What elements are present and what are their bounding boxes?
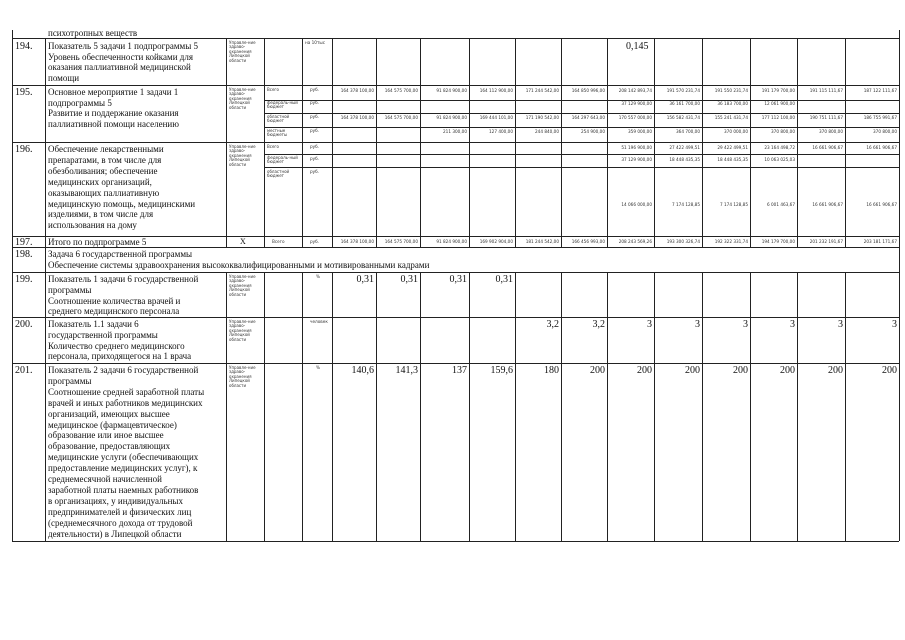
unit: % [316,274,320,279]
funding-value: 10 063 025,03 [764,157,795,162]
row-title: Показатель 2 задачи 6 государственной программы Соотношение средней заработной платы врачей и иных работников медицинских организаций, имеющих высшее медицинское (фармацевтическое) образование или иное высшее образование, предоставляющих медицинские услуги (обеспечивающих предоставление медицинских услуг), к среднемесячной начисленной заработной платы наемных работников в организациях, у индивидуальных предпринимателей и физических лиц (среднемесячного дохода от трудовой деятельности) в Липецкой области [48,365,205,539]
funding-value: 91 824 900,00 [436,115,467,120]
unit: руб. [310,156,320,161]
row-title: Итого по подпрограмме 5 [48,237,147,247]
row-number: 197. [15,237,33,248]
indicator-value: 3 [892,319,897,330]
funding-source: Всего [272,239,285,244]
funding-value: 18 448 435,35 [669,157,700,162]
total-value: 164 378 100,00 [340,239,374,244]
col-divider [750,272,751,541]
funding-value: 16 661 906,67 [866,202,897,207]
funding-value: 12 061 900,00 [764,101,795,106]
col-divider [702,38,703,248]
indicator-value: 200 [828,365,843,376]
funding-value: 36 161 700,00 [669,101,700,106]
executor: Управле-ние здраво-охранения Липецкой области [229,144,256,167]
total-value: 201 232 191,67 [809,239,843,244]
unit: руб. [310,169,320,174]
indicator-value: 200 [780,365,795,376]
indicator-value: 0,31 [356,274,374,285]
row-number: 194. [15,41,33,52]
indicator-value: 200 [733,365,748,376]
funding-source: Всего [267,87,279,92]
subrow-divider [264,113,899,114]
indicator-value: 3 [790,319,795,330]
col-divider [420,38,421,248]
indicator-value: 0,31 [400,274,418,285]
subrow-divider [264,154,899,155]
task-heading: Задача 6 государственной программы Обеспечение системы здравоохранения высококвалифицированными и мотивированными кадрами [48,249,430,270]
executor: Х [240,237,246,246]
funding-value: 171 244 542,00 [525,88,559,93]
funding-value: 14 066 000,00 [621,202,652,207]
row-number: 199. [15,274,33,285]
unit: на 10тыс [305,40,326,45]
indicator-value: 0,31 [449,274,467,285]
col-divider [376,272,377,541]
funding-value: 164 850 996,00 [571,88,605,93]
col-divider [45,38,46,541]
col-divider [302,272,303,541]
col-divider [469,38,470,248]
funding-value: 169 444 101,00 [479,115,513,120]
funding-value: 156 582 431,74 [666,115,700,120]
subrow-divider [264,167,899,168]
row-divider [12,272,899,273]
row-number: 198. [15,249,33,260]
col-divider [750,38,751,248]
indicator-value: 3 [838,319,843,330]
continued-text: психотропных веществ [48,28,138,38]
indicator-value: 0,145 [626,41,649,52]
indicator-value: 140,6 [351,365,374,376]
unit: % [316,365,320,370]
row-title: Показатель 5 задачи 1 подпрограммы 5 Уровень обеспеченности койками для оказания паллиативной медицинской помощи [48,41,199,83]
funding-value: 186 755 991,67 [863,115,897,120]
col-divider [420,272,421,541]
col-divider [899,30,900,541]
funding-value: 171 190 542,00 [525,115,559,120]
funding-value: 211 300,00 [443,129,467,134]
funding-source: местные бюджеты [267,128,288,138]
funding-value: 191 179 700,00 [761,88,795,93]
indicator-value: 3,2 [592,319,605,330]
funding-value: 37 129 900,00 [621,101,652,106]
indicator-value: 3 [743,319,748,330]
col-divider [12,30,13,541]
executor: Управле-ние здраво-охранения Липецкой области [229,40,256,63]
indicator-value: 3,2 [546,319,559,330]
row-divider [12,85,899,86]
total-value: 193 300 326,74 [666,239,700,244]
indicator-value: 200 [685,365,700,376]
indicator-value: 0,31 [495,274,513,285]
unit: руб. [310,100,320,105]
indicator-value: 3 [647,319,652,330]
col-divider [607,272,608,541]
row-divider [12,142,899,143]
funding-value: 370 800,00 [771,129,795,134]
funding-value: 7 174 128,85 [720,202,748,207]
row-title: Показатель 1 задачи 6 государственной программы Соотношение количества врачей и среднего медицинского персонала [48,274,199,317]
col-divider [332,38,333,248]
unit: руб. [310,239,320,244]
funding-value: 187 122 111,67 [863,88,897,93]
indicator-value: 200 [882,365,897,376]
funding-value: 191 550 231,74 [714,88,748,93]
col-divider [264,38,265,248]
funding-value: 177 112 100,00 [761,115,795,120]
funding-value: 16 661 906,67 [812,202,843,207]
total-value: 192 322 331,74 [714,239,748,244]
funding-value: 16 661 906,67 [866,145,897,150]
funding-value: 170 557 000,00 [618,115,652,120]
row-title: Основное мероприятие 1 задачи 1 подпрограммы 5 Развитие и поддержание оказания паллиативной помощи населению [48,87,179,129]
funding-value: 359 000,00 [628,129,652,134]
funding-value: 370 000,00 [724,129,748,134]
funding-value: 27 422 499,51 [669,145,700,150]
funding-value: 191 570 231,74 [666,88,700,93]
funding-value: 18 448 435,35 [717,157,748,162]
funding-value: 127 400,00 [489,129,513,134]
funding-value: 364 700,00 [676,129,700,134]
total-value: 164 575 700,00 [384,239,418,244]
col-divider [797,38,798,248]
col-divider [845,272,846,541]
funding-value: 164 378 100,00 [340,115,374,120]
funding-source: областной бюджет [267,114,290,124]
funding-value: 244 840,00 [535,129,559,134]
funding-source: областной бюджет [267,169,290,179]
subrow-divider [264,127,899,128]
indicator-value: 200 [637,365,652,376]
funding-value: 208 142 893,74 [618,88,652,93]
total-value: 169 902 904,00 [479,239,513,244]
funding-value: 370 800,00 [819,129,843,134]
executor: Управле-ние здраво-охранения Липецкой области [229,365,256,388]
col-divider [607,38,608,248]
row-title: Показатель 1.1 задачи 6 государственной программы Количество среднего медицинского персонала, приходящегося на 1 врача [48,319,192,362]
funding-value: 164 575 700,00 [384,115,418,120]
unit: руб. [310,144,320,149]
funding-value: 191 115 111,67 [809,88,843,93]
row-number: 195. [15,87,33,98]
unit: руб. [310,87,320,92]
col-divider [469,272,470,541]
total-value: 194 179 700,00 [761,239,795,244]
funding-value: 164 575 700,00 [384,88,418,93]
total-value: 208 243 569,26 [618,239,652,244]
funding-value: 164 378 100,00 [340,88,374,93]
executor: Управле-ние здраво-охранения Липецкой области [229,319,256,342]
indicator-value: 159,6 [490,365,513,376]
col-divider [302,38,303,248]
row-number: 200. [15,319,33,330]
funding-source: федераль-ный бюджет [267,100,298,110]
row-number: 201. [15,365,33,376]
row-divider [12,247,899,248]
subrow-divider [264,100,899,101]
indicator-value: 3 [695,319,700,330]
funding-value: 254 900,00 [581,129,605,134]
funding-value: 7 174 128,85 [672,202,700,207]
funding-value: 6 001 463,67 [767,202,795,207]
total-value: 181 244 542,00 [525,239,559,244]
col-divider [654,272,655,541]
unit: руб. [310,114,320,119]
funding-value: 164 297 643,00 [571,115,605,120]
col-divider [332,272,333,541]
row-number: 196. [15,144,33,155]
col-divider [654,38,655,248]
executor: Управле-ние здраво-охранения Липецкой области [229,87,256,110]
funding-value: 91 824 900,00 [436,88,467,93]
funding-value: 37 129 900,00 [621,157,652,162]
col-divider [702,272,703,541]
total-value: 91 824 900,00 [436,239,467,244]
funding-value: 164 112 900,00 [479,88,513,93]
col-divider [515,38,516,248]
funding-value: 370 800,00 [873,129,897,134]
indicator-value: 200 [590,365,605,376]
unit: руб. [310,128,320,133]
col-divider [226,38,227,248]
funding-value: 155 241 431,74 [714,115,748,120]
executor: Управле-ние здраво-охранения Липецкой области [229,274,256,297]
col-divider [845,38,846,248]
funding-value: 51 196 900,00 [621,145,652,150]
indicator-value: 141,3 [395,365,418,376]
funding-value: 23 164 498,72 [764,145,795,150]
row-divider [12,541,899,542]
funding-value: 190 751 111,67 [809,115,843,120]
col-divider [561,272,562,541]
col-divider [264,272,265,541]
col-divider [797,272,798,541]
col-divider [515,272,516,541]
col-divider [226,272,227,541]
col-divider [561,38,562,248]
funding-source: Всего [267,144,279,149]
funding-source: федераль-ный бюджет [267,155,298,165]
col-divider [376,38,377,248]
indicator-value: 137 [452,365,467,376]
funding-value: 36 183 700,00 [717,101,748,106]
indicator-value: 180 [544,365,559,376]
row-divider [12,38,899,39]
funding-value: 29 422 499,51 [717,145,748,150]
funding-value: 16 661 906,67 [812,145,843,150]
total-value: 166 456 993,00 [571,239,605,244]
unit: человек [310,319,328,324]
row-title: Обеспечение лекарственными препаратами, в том числе для обезболивания; обеспечение медицинских организаций, оказывающих паллиативную медицинскую помощь, медицинскими изделиями, в том числе для использования на дому [48,144,196,231]
row-divider [12,363,899,364]
total-value: 203 181 171,67 [863,239,897,244]
